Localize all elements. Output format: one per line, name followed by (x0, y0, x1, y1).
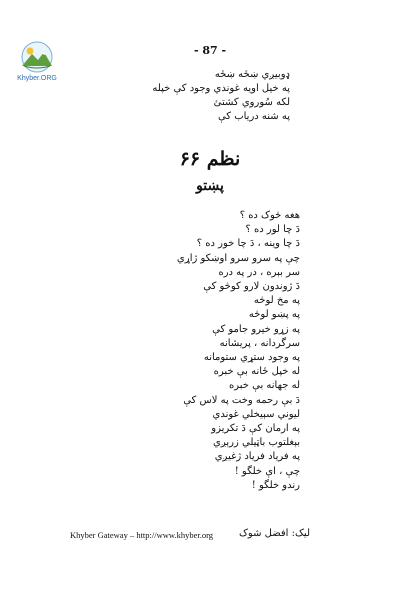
poem-line: چې په سرو سرو اوښکو ژاړي (176, 252, 300, 264)
logo-text: Khyber.ORG (17, 75, 57, 82)
poem-line: له جهانه بې خبره (228, 380, 300, 392)
poem-line: په وجود ستړي ستومانه (203, 352, 300, 364)
poem-title: نظم ۶۶ (179, 148, 241, 170)
poem-line: په فرياد فرياد ژغيږي (214, 451, 300, 463)
poem-line: دَ چا وينه ، دَ چا خور ده ؟ (196, 238, 300, 250)
poem-line: رندو خلگو ! (251, 479, 300, 491)
poem-line: هغه څوک ده ؟ (239, 210, 300, 221)
poem-line: دَ بې رحمه وخت په لاس کې (183, 394, 300, 406)
intro-stanza (152, 68, 290, 124)
poem-body (177, 209, 300, 493)
poem-line: په مخ لوڅه (253, 295, 300, 307)
intro-line: ډوبيږي ښځه ښځه (214, 69, 290, 80)
poem-line: ليوني سېيخلي غوندي (212, 408, 300, 420)
poem-line: چې ، اې خلگو ! (234, 465, 300, 477)
poem-line: سر بېره ، در په دره (218, 266, 300, 278)
intro-line: لکه سُوروي کشتئ (213, 97, 290, 108)
poem-line: سرگردانه ، پريشانه (219, 337, 300, 349)
poem-line: په پښو لوڅه (248, 309, 300, 321)
intro-line: په شنه درياب کې (217, 111, 290, 122)
poem-line: دَ ژوندون لارو کوڅو کې (203, 281, 300, 293)
poem-line: له خپل ځانه بې خبره (213, 366, 300, 378)
poem-line: په ارمان کې دَ تکريزو (211, 423, 300, 435)
footer-author: ليک: افضل شوک (238, 528, 310, 539)
poem-subtitle: پښتو (196, 178, 224, 194)
intro-line: په خيل اويه غوندي وجود کې خپله (152, 83, 290, 94)
poem-line: دَ چا لور ده ؟ (245, 224, 300, 236)
footer-source: Khyber Gateway – http://www.khyber.org (70, 530, 214, 540)
poem-line: په زړو خيرو جامو کې (212, 323, 300, 335)
page-number: - 87 - (193, 44, 227, 57)
poem-line: بېغلتوب باټيلي زرېږي (213, 437, 300, 449)
